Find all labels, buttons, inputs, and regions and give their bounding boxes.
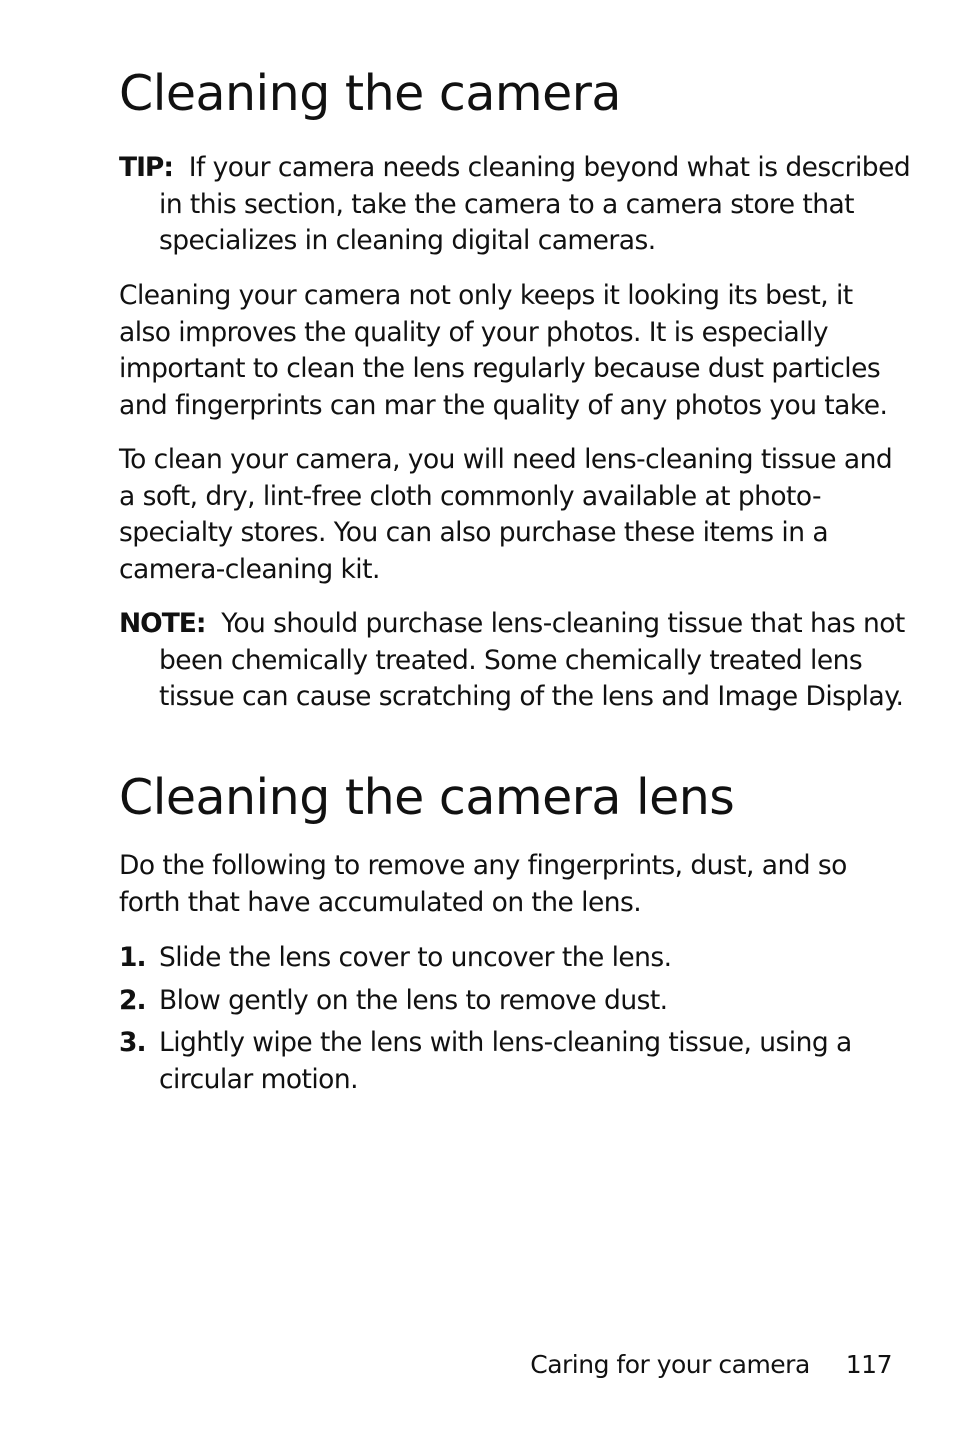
page-number: 117	[845, 1350, 892, 1379]
step-text: Slide the lens cover to uncover the lens.	[159, 942, 672, 973]
note-text: You should purchase lens-cleaning tissue that has not been chemically treated. Some chemically treated lens tissue can cause scratching of the lens and Image Display.	[159, 608, 905, 712]
note-callout	[119, 606, 934, 716]
steps-list-wrapper	[119, 940, 894, 1104]
paragraph: Cleaning your camera not only keeps it looking its best, it also improves the quality of your photos. It is especially important to clean the lens regularly because dust particles and fingerprints can mar the quality of any photos you take.	[119, 280, 888, 421]
tip-text: If your camera needs cleaning beyond what is described in this section, take the camera to a camera store that specializes in cleaning digital cameras.	[159, 152, 911, 256]
subsection-heading: Cleaning the camera lens	[119, 769, 735, 826]
step-text: Blow gently on the lens to remove dust.	[159, 984, 668, 1016]
list-item	[119, 940, 894, 977]
page-footer	[530, 1347, 892, 1383]
step-number: 2.	[119, 984, 146, 1016]
intro-paragraph: Do the following to remove any fingerprints, dust, and so forth that have accumulated on the lens.	[119, 850, 847, 918]
section-heading: Cleaning the camera	[119, 65, 621, 122]
tip-callout	[119, 150, 934, 260]
footer-chapter: Caring for your camera	[530, 1350, 810, 1379]
list-item	[119, 983, 894, 1020]
step-number: 3.	[119, 1027, 146, 1058]
list-item	[119, 1025, 894, 1098]
note-label: NOTE:	[119, 608, 206, 639]
steps-list	[119, 940, 894, 1098]
paragraph: To clean your camera, you will need lens-cleaning tissue and a soft, dry, lint-free cloth commonly available at photo-specialty stores. You can also purchase these items in a camera-cleaning kit.	[119, 444, 893, 585]
step-text: Lightly wipe the lens with lens-cleaning tissue, using a circular motion.	[159, 1027, 852, 1095]
tip-label: TIP:	[119, 152, 173, 183]
step-number: 1.	[119, 942, 146, 973]
